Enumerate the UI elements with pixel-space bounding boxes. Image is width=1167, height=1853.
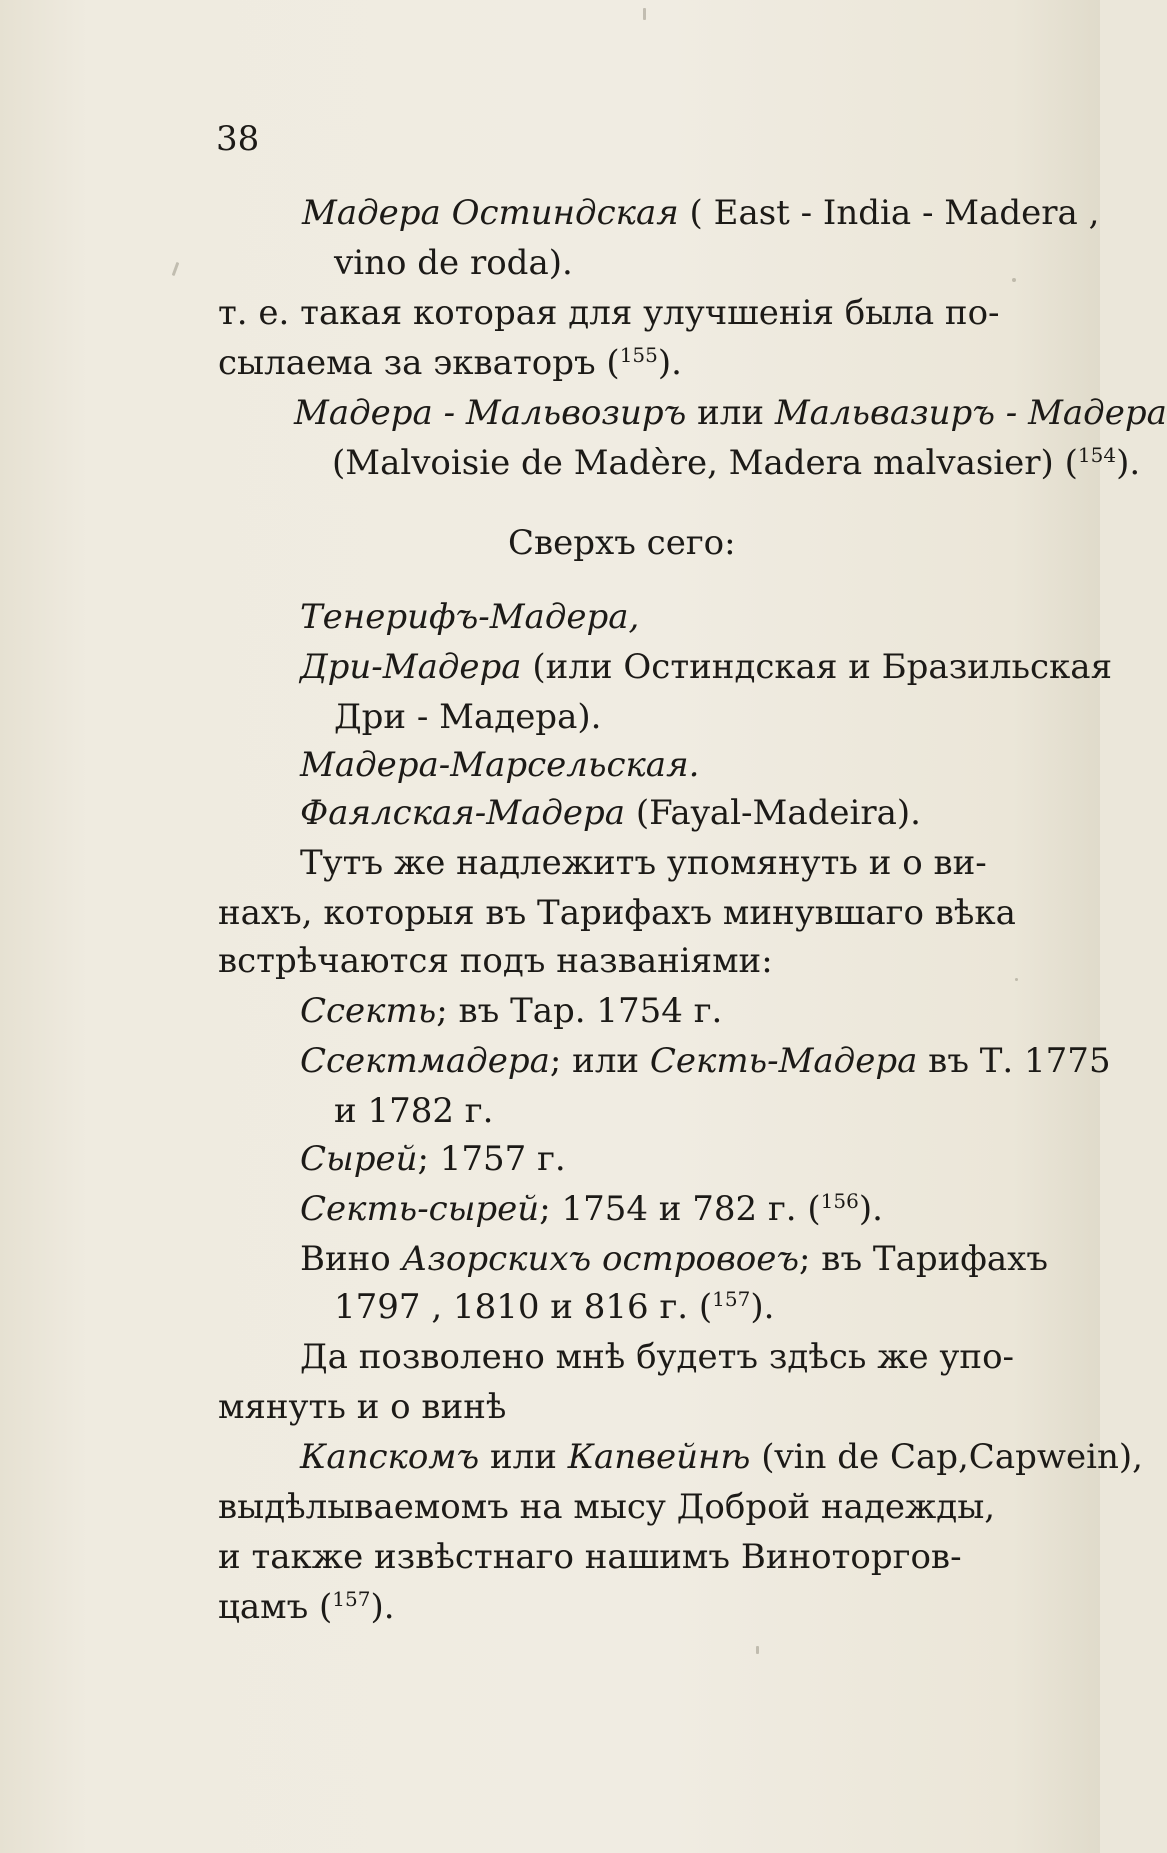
line-text: (Malvoisie de Madère, Madera malvasier) ( xyxy=(332,443,1078,483)
paper-speck xyxy=(643,8,646,20)
text-line xyxy=(300,1139,566,1179)
line-text: выдѣлываемомъ на мысу Доброй надежды, xyxy=(218,1487,996,1527)
wine-name: Секть-Мадера xyxy=(649,1041,918,1081)
text-line xyxy=(300,1239,1048,1279)
wine-name: Мадера-Марсельская. xyxy=(300,745,700,785)
text-line xyxy=(294,393,1167,433)
line-text: Вино xyxy=(300,1239,391,1279)
wine-name: Капскомъ xyxy=(300,1437,480,1477)
line-text: сылаема за экваторъ ( xyxy=(218,343,620,383)
wine-name: Дри-Мадера xyxy=(300,647,522,687)
line-text: ; въ Тар. 1754 г. xyxy=(436,991,723,1031)
footnote-ref: 154 xyxy=(1077,443,1117,467)
line-text: мянуть и о винѣ xyxy=(218,1387,507,1427)
text-line xyxy=(334,697,602,737)
wine-name: Капвейнѣ xyxy=(567,1437,751,1477)
line-text: Тутъ же надлежитъ упомянуть и о ви- xyxy=(300,843,987,883)
text-line xyxy=(300,1337,1015,1377)
wine-name: Тенерифъ-Мадера, xyxy=(300,597,640,637)
text-line xyxy=(218,941,773,981)
line-text: ). xyxy=(750,1287,775,1327)
line-text: встрѣчаются подъ названіями: xyxy=(218,941,773,981)
line-text: ). xyxy=(1116,443,1141,483)
wine-name: Ссекть xyxy=(300,991,437,1031)
line-text: ). xyxy=(858,1189,883,1229)
wine-name: Сырей xyxy=(300,1139,418,1179)
line-text: или xyxy=(697,393,764,433)
line-text: Да позволено мнѣ будетъ здѣсь же упо- xyxy=(300,1337,1015,1377)
wine-name: Азорскихъ островоеъ xyxy=(401,1239,800,1279)
text-line xyxy=(300,597,640,637)
text-line xyxy=(300,647,1113,687)
line-text: ). xyxy=(370,1587,395,1627)
text-line xyxy=(334,1287,775,1327)
wine-name: Мадера - Мальвозиръ xyxy=(294,393,687,433)
line-text: ( East - India - Madera , xyxy=(689,193,1100,233)
line-text: и 1782 г. xyxy=(334,1091,494,1131)
text-line xyxy=(300,1041,1111,1081)
wine-name: Фаялская-Мадера xyxy=(300,793,626,833)
line-text: и также извѣстнаго нашимъ Виноторгов- xyxy=(218,1537,962,1577)
wine-name: Секть-сырей xyxy=(300,1189,540,1229)
text-line xyxy=(218,1387,507,1427)
text-line xyxy=(218,1587,395,1627)
page-number: 38 xyxy=(216,119,260,159)
wine-name: Мальвазиръ - Мадера xyxy=(774,393,1167,433)
line-text: ; 1757 г. xyxy=(417,1139,566,1179)
line-text: vino de roda). xyxy=(334,243,573,283)
footnote-ref: 155 xyxy=(619,343,658,367)
footnote-ref: 157 xyxy=(712,1287,751,1311)
wine-name: Ссектмадера xyxy=(300,1041,550,1081)
text-line xyxy=(300,1189,883,1229)
paper-speck xyxy=(172,262,180,276)
line-text: или xyxy=(489,1437,557,1477)
text-line xyxy=(218,293,1034,333)
text-line xyxy=(300,793,921,833)
wine-name: Мадера Остиндская xyxy=(302,193,679,233)
text-line xyxy=(300,843,987,883)
line-text: т. е. такая которая для улучшенія была по- xyxy=(218,293,1000,333)
line-text: (vin de Cap,Capwein), xyxy=(761,1437,1143,1477)
section-heading: Сверхъ сего: xyxy=(508,523,736,563)
line-text: ; 1754 и 782 г. ( xyxy=(539,1189,821,1229)
text-line xyxy=(300,1437,1143,1477)
text-line xyxy=(218,1487,996,1527)
line-text: ; или xyxy=(549,1041,640,1081)
footnote-ref: 157 xyxy=(332,1587,371,1611)
line-text: 1797 , 1810 и 816 г. ( xyxy=(334,1287,713,1327)
line-text: цамъ ( xyxy=(218,1587,333,1627)
line-text: ; въ Тарифахъ xyxy=(799,1239,1048,1279)
line-text: (Fayal-Madeira). xyxy=(635,793,921,833)
text-line xyxy=(218,1537,962,1577)
line-text: нахъ, которыя въ Тарифахъ минувшаго вѣка xyxy=(218,893,1016,933)
footnote-ref: 156 xyxy=(820,1189,859,1213)
text-line xyxy=(218,893,1016,933)
line-text: Дри - Мадера). xyxy=(334,697,602,737)
paper-speck xyxy=(756,1646,759,1654)
paper-speck xyxy=(1015,978,1018,981)
text-line xyxy=(300,991,723,1031)
text-line xyxy=(332,443,1141,483)
text-line xyxy=(334,243,573,283)
line-text: (или Остиндская и Бразильская xyxy=(532,647,1113,687)
text-line xyxy=(218,343,682,383)
text-line xyxy=(300,745,700,785)
text-line xyxy=(334,1091,494,1131)
text-line xyxy=(302,193,1100,233)
paper-speck xyxy=(1012,278,1016,282)
line-text: ). xyxy=(657,343,682,383)
line-text: въ Т. 1775 xyxy=(928,1041,1111,1081)
